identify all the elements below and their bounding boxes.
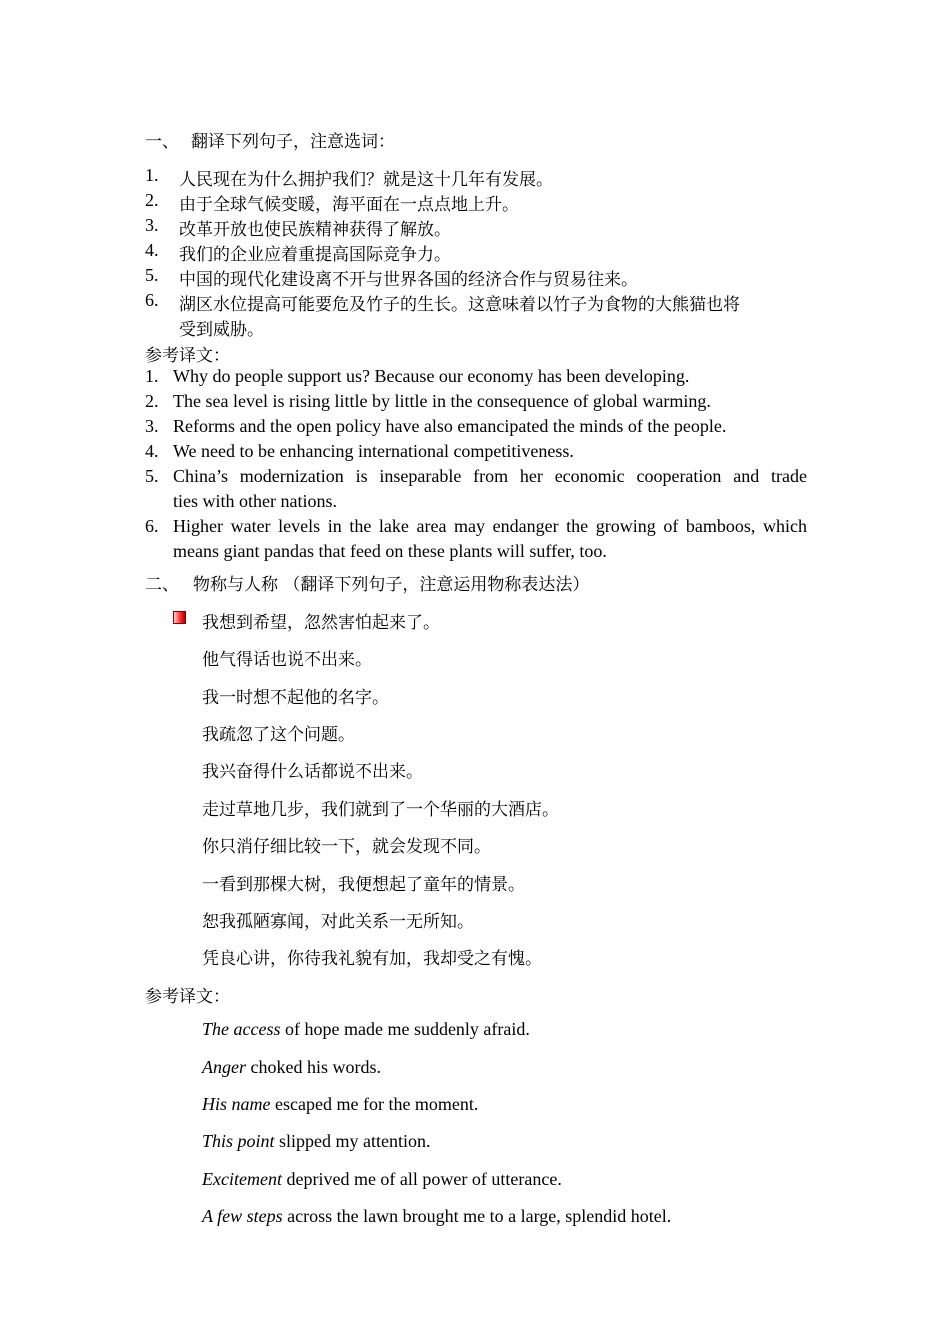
translation-subject: The access (202, 1019, 281, 1039)
list-item-number: 5. (145, 466, 159, 486)
list-item-number: 5. (145, 265, 159, 285)
section1-reference-label: 参考译文： (145, 346, 230, 366)
translation-rest: of hope made me suddenly afraid. (280, 1019, 530, 1039)
list-item: 我想到希望，忽然害怕起来了。 (202, 613, 440, 633)
list-item (202, 1019, 530, 1040)
list-item-text-line1: China’s modernization is inseparable from her economic cooperation and trade (173, 466, 807, 486)
translation-subject: His name (202, 1094, 271, 1114)
translation-subject: A few steps (202, 1206, 283, 1226)
list-item-text: We need to be enhancing international competitiveness. (173, 441, 574, 461)
list-item (202, 1206, 671, 1227)
list-item-text-line2: ties with other nations. (173, 491, 337, 511)
translation-rest: across the lawn brought me to a large, splendid hotel. (282, 1206, 672, 1226)
list-item-text-line1: Higher water levels in the lake area may endanger the growing of bamboos, which (173, 516, 807, 536)
list-item-text: 我们的企业应着重提高国际竞争力。 (179, 245, 451, 265)
list-item-text: The sea level is rising little by little in the consequence of global warming. (173, 391, 711, 411)
translation-subject: This point (202, 1131, 275, 1151)
list-item (202, 1057, 381, 1078)
list-item-text: 中国的现代化建设离不开与世界各国的经济合作与贸易往来。 (179, 270, 638, 290)
translation-rest: escaped me for the moment. (270, 1094, 479, 1114)
list-item-text: 改革开放也使民族精神获得了解放。 (179, 220, 451, 240)
translation-rest: deprived me of all power of utterance. (281, 1169, 562, 1189)
list-item: 凭良心讲，你待我礼貌有加，我却受之有愧。 (202, 949, 542, 969)
list-item: 一看到那棵大树，我便想起了童年的情景。 (202, 875, 525, 895)
list-item (202, 1169, 562, 1190)
red-square-bullet-icon (173, 611, 186, 624)
list-item (202, 1094, 478, 1115)
section2-reference-label: 参考译文： (145, 987, 230, 1007)
section1-heading-number: 一、 (145, 132, 179, 152)
list-item: 你只消仔细比较一下，就会发现不同。 (202, 837, 491, 857)
list-item-number: 1. (145, 165, 159, 185)
list-item-text: 人民现在为什么拥护我们？就是这十几年有发展。 (179, 170, 553, 190)
list-item-number: 6. (145, 516, 159, 536)
list-item (202, 1131, 431, 1152)
translation-rest: choked his words. (246, 1057, 381, 1077)
list-item-text: Why do people support us? Because our economy has been developing. (173, 366, 690, 386)
list-item-text-line2: means giant pandas that feed on these plants will suffer, too. (173, 541, 607, 561)
translation-subject: Anger (202, 1057, 246, 1077)
list-item-number: 6. (145, 290, 159, 310)
list-item-text-line2: 受到威胁。 (179, 320, 264, 340)
section2-heading-text: 物称与人称 （翻译下列句子，注意运用物称表达法） (193, 575, 590, 595)
list-item: 他气得话也说不出来。 (202, 650, 372, 670)
section2-heading-number: 二、 (145, 575, 179, 595)
list-item-text-line1: 湖区水位提高可能要危及竹子的生长。这意味着以竹子为食物的大熊猫也将 (179, 295, 740, 315)
list-item-number: 4. (145, 240, 159, 260)
list-item-text: Reforms and the open policy have also emancipated the minds of the people. (173, 416, 727, 436)
list-item: 走过草地几步，我们就到了一个华丽的大酒店。 (202, 800, 559, 820)
section1-heading-text: 翻译下列句子，注意选词： (191, 132, 395, 152)
list-item: 恕我孤陋寡闻，对此关系一无所知。 (202, 912, 474, 932)
list-item-number: 4. (145, 441, 159, 461)
list-item-number: 3. (145, 416, 159, 436)
list-item-number: 2. (145, 190, 159, 210)
translation-rest: slipped my attention. (274, 1131, 431, 1151)
list-item: 我疏忽了这个问题。 (202, 725, 355, 745)
list-item: 我兴奋得什么话都说不出来。 (202, 762, 423, 782)
list-item-number: 3. (145, 215, 159, 235)
list-item: 我一时想不起他的名字。 (202, 688, 389, 708)
list-item-number: 1. (145, 366, 159, 386)
translation-subject: Excitement (202, 1169, 282, 1189)
list-item-number: 2. (145, 391, 159, 411)
list-item-text: 由于全球气候变暖，海平面在一点点地上升。 (179, 195, 519, 215)
